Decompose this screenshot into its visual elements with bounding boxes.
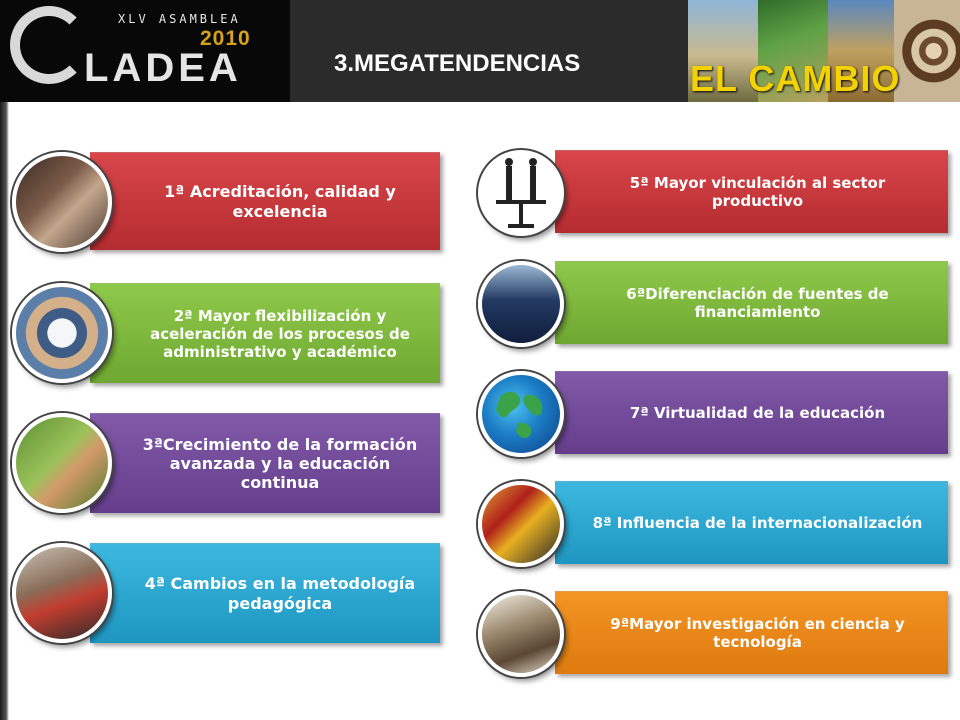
item-8-banner: 8ª Influencia de la internacionalización [555, 481, 948, 564]
logo-word-text: LADEA [84, 46, 242, 90]
child-blowing-dandelion-photo [12, 413, 112, 513]
office-people-photo [12, 152, 112, 252]
header-photo-spiral [894, 0, 960, 102]
overlay-title-text: EL CAMBIO [690, 58, 901, 99]
left-edge-rule [0, 102, 9, 720]
balance-scale-icon [478, 150, 564, 236]
item-6-banner: 6ªDiferenciación de fuentes de financiamiento [555, 261, 948, 344]
logo-assembly-text: XLV ASAMBLEA [118, 12, 241, 26]
item-7-banner: 7ª Virtualidad de la educación [555, 371, 948, 454]
item-3-banner: 3ªCrecimiento de la formación avanzada y la educación continua [90, 413, 440, 513]
item-9-banner: 9ªMayor investigación en ciencia y tecnología [555, 591, 948, 674]
graduates-photo [478, 261, 564, 347]
globe-continents [482, 375, 560, 453]
item-4-banner: 4ª Cambios en la metodología pedagógica [90, 543, 440, 643]
student-group-photo [12, 283, 112, 383]
item-5-banner: 5ª Mayor vinculación al sector productivo [555, 150, 948, 233]
globe-icon [478, 371, 564, 457]
header-banner [0, 0, 960, 102]
logo-year-text: 2010 [200, 27, 251, 50]
item-1-banner: 1ª Acreditación, calidad y excelencia [90, 152, 440, 250]
globe-art-illustration [478, 481, 564, 567]
page-title: 3.MEGATENDENCIAS [334, 50, 581, 77]
item-2-banner: 2ª Mayor flexibilización y aceleración de los procesos de administrativo y académico [90, 283, 440, 383]
open-book-photo [478, 591, 564, 677]
protest-signs-photo [12, 543, 112, 643]
balance-scale-figures [482, 154, 560, 232]
cladea-logo [0, 0, 290, 102]
logo-c-mark [10, 6, 88, 84]
